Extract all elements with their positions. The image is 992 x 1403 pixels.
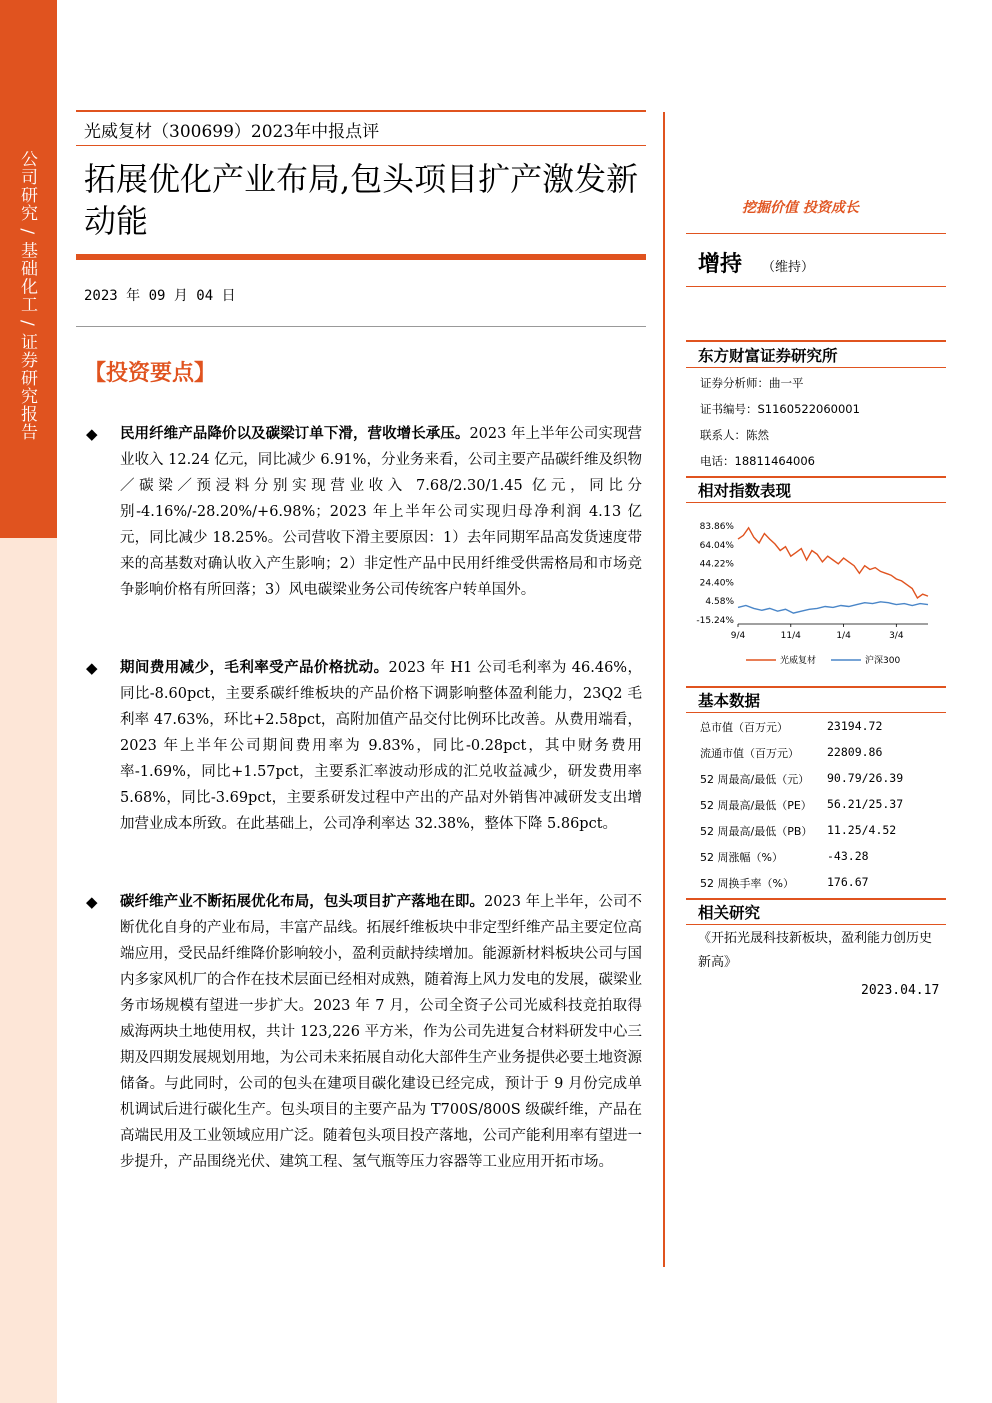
bullet-icon: ◆ (86, 659, 98, 677)
chart-under-rule (686, 502, 946, 503)
column-divider (663, 112, 665, 1267)
slogan: 挖掘价值 投资成长 (742, 200, 859, 216)
x-tick-label: 1/4 (836, 631, 851, 641)
phone: 电话：18811464006 (700, 454, 815, 468)
top-rule (76, 110, 646, 112)
basic-data-value: 22809.86 (827, 745, 883, 759)
section-title: 【投资要点】 (84, 360, 217, 386)
chart-heading: 相对指数表现 (698, 482, 792, 500)
series-line-1 (738, 602, 928, 613)
institute-rule (686, 340, 946, 342)
cert-number: 证书编号：S1160522060001 (700, 402, 860, 416)
institute-name: 东方财富证券研究所 (698, 347, 838, 365)
basic-data-label: 52 周最高/最低（PE） (700, 799, 812, 812)
related-under-rule (686, 924, 946, 925)
basic-head-rule (686, 686, 946, 688)
y-tick-label: 83.86% (699, 522, 734, 532)
contact: 联系人：陈然 (700, 428, 769, 442)
bullet-icon: ◆ (86, 893, 98, 911)
point-1: 民用纤维产品降价以及碳梁订单下滑，营收增长承压。2023 年上半年公司实现营业收入 12.24 亿元，同比减少 6.91%，分业务来看，公司主要产品碳纤维及织物／碳梁／预浸料分别实现营业收入 7.68/2.30/1.45 亿元，同比分别-4.16%/-28.20%/+6.98%；2023 年上半年公司实现归母净利润 4.13 亿元，同比减少 18.25%。公司营收下滑主要原因：1）去年同期军品高发货速度带来的高基数对确认收入产生影响；2）非定性产品中民用纤维受供需格局和市场竞争影响价格有所回落；3）风电碳梁业务公司传统客户转单国外。 (120, 425, 643, 598)
x-tick-label: 3/4 (889, 631, 904, 641)
basic-data-value: 90.79/26.39 (827, 771, 904, 785)
legend-label: 光威复材 (780, 656, 817, 666)
basic-data-value: 56.21/25.37 (827, 797, 904, 811)
title-rule (76, 254, 646, 260)
basic-data-label: 流通市值（百万元） (700, 747, 799, 760)
x-tick-label: 9/4 (730, 631, 746, 641)
basic-data-value: 11.25/4.52 (827, 823, 897, 837)
basic-data-label: 52 周涨幅（%） (700, 851, 783, 864)
bullet-icon: ◆ (86, 425, 98, 443)
y-tick-label: 4.58% (705, 597, 734, 608)
basic-data-label: 52 周最高/最低（元） (700, 773, 810, 786)
basic-data-value: 176.67 (827, 875, 869, 889)
date-rule (76, 326, 646, 327)
y-tick-label: 64.04% (699, 540, 734, 551)
basic-data-label: 52 周最高/最低（PB） (700, 825, 813, 838)
relative-index-chart (686, 512, 946, 672)
basic-data-value: -43.28 (827, 849, 869, 863)
chart-head-rule (686, 476, 946, 478)
rating-note: （维持） (762, 260, 815, 275)
analyst: 证券分析师：曲一平 (700, 376, 804, 390)
y-tick-label: 44.22% (699, 559, 734, 570)
sidebar-label: 公司研究 / 基础化工 / 证券研究报告 (17, 150, 37, 442)
basic-data-heading: 基本数据 (698, 692, 761, 710)
report-date: 2023 年 09 月 04 日 (84, 288, 236, 304)
basic-data-label: 52 周换手率（%） (700, 877, 794, 890)
basic-under-rule (686, 712, 946, 713)
report-subtitle: 光威复材（300699）2023年中报点评 (84, 122, 380, 142)
basic-data-value: 23194.72 (827, 719, 883, 733)
x-tick-label: 11/4 (780, 631, 801, 641)
institute-under-rule (686, 367, 946, 368)
y-tick-label: -15.24% (696, 616, 734, 626)
related-report-title[interactable]: 《开拓光晟科技新板块，盈利能力创历史新高》 (698, 931, 933, 970)
series-line-0 (738, 528, 928, 598)
related-heading: 相关研究 (698, 904, 761, 922)
basic-data-label: 总市值（百万元） (700, 721, 788, 734)
rating-rule (686, 286, 946, 287)
related-report-date: 2023.04.17 (861, 983, 940, 998)
point-2: 期间费用减少，毛利率受产品价格扰动。2023 年 H1 公司毛利率为 46.46%，同比-8.60pct，主要系碳纤维板块的产品价格下调影响整体盈利能力，23Q2 毛利率 47.63%，环比+2.58pct，高附加值产品交付比例环比改善。从费用端看，2023 年上半年公司期间费用率为 9.83%，同比-0.28pct，其中财务费用率-1.69%，同比+1.57pct，主要系汇率波动形成的汇兑收益减少，研发费用率 5.68%，同比-3.69pct，主要系研发过程中产出的产品对外销售冲减研发支出增加营业成本所致。在此基础上，公司净利率达 32.38%，整体下降 5.86pct。 (120, 659, 642, 832)
legend-label: 沪深300 (865, 656, 901, 666)
subtitle-rule (76, 145, 646, 146)
page-title: 拓展优化产业布局,包头项目扩产激发新动能 (84, 160, 639, 240)
sidebar (0, 0, 57, 1403)
slogan-rule (686, 233, 946, 234)
point-3: 碳纤维产业不断拓展优化布局，包头项目扩产落地在即。2023 年上半年，公司不断优化自身的产业布局，丰富产品线。拓展纤维板块中非定型纤维产品主要定位高端应用，受民品纤维降价影响较小，盈利贡献持续增加。能源新材料板块公司与国内多家风机厂的合作在技术层面已经相对成熟，随着海上风力发电的发展，碳梁业务市场规模有望进一步扩大。2023 年 7 月，公司全资子公司光威科技竞拍取得威海两块土地使用权，共计 123,226 平方米，作为公司先进复合材料研发中心三期及四期发展规划用地，为公司未来拓展自动化大部件生产业务提供必要土地资源储备。与此同时，公司的包头在建项目碳化建设已经完成，预计于 9 月份完成单机调试后进行碳化生产。包头项目的主要产品为 T700S/800S 级碳纤维，产品在高端民用及工业领域应用广泛。随着包头项目投产落地，公司产能利用率有望进一步提升，产品围绕光伏、建筑工程、氢气瓶等压力容器等工业应用开拓市场。 (120, 893, 643, 1170)
y-tick-label: 24.40% (699, 578, 734, 589)
related-head-rule (686, 898, 946, 900)
rating: 增持 (698, 251, 743, 277)
